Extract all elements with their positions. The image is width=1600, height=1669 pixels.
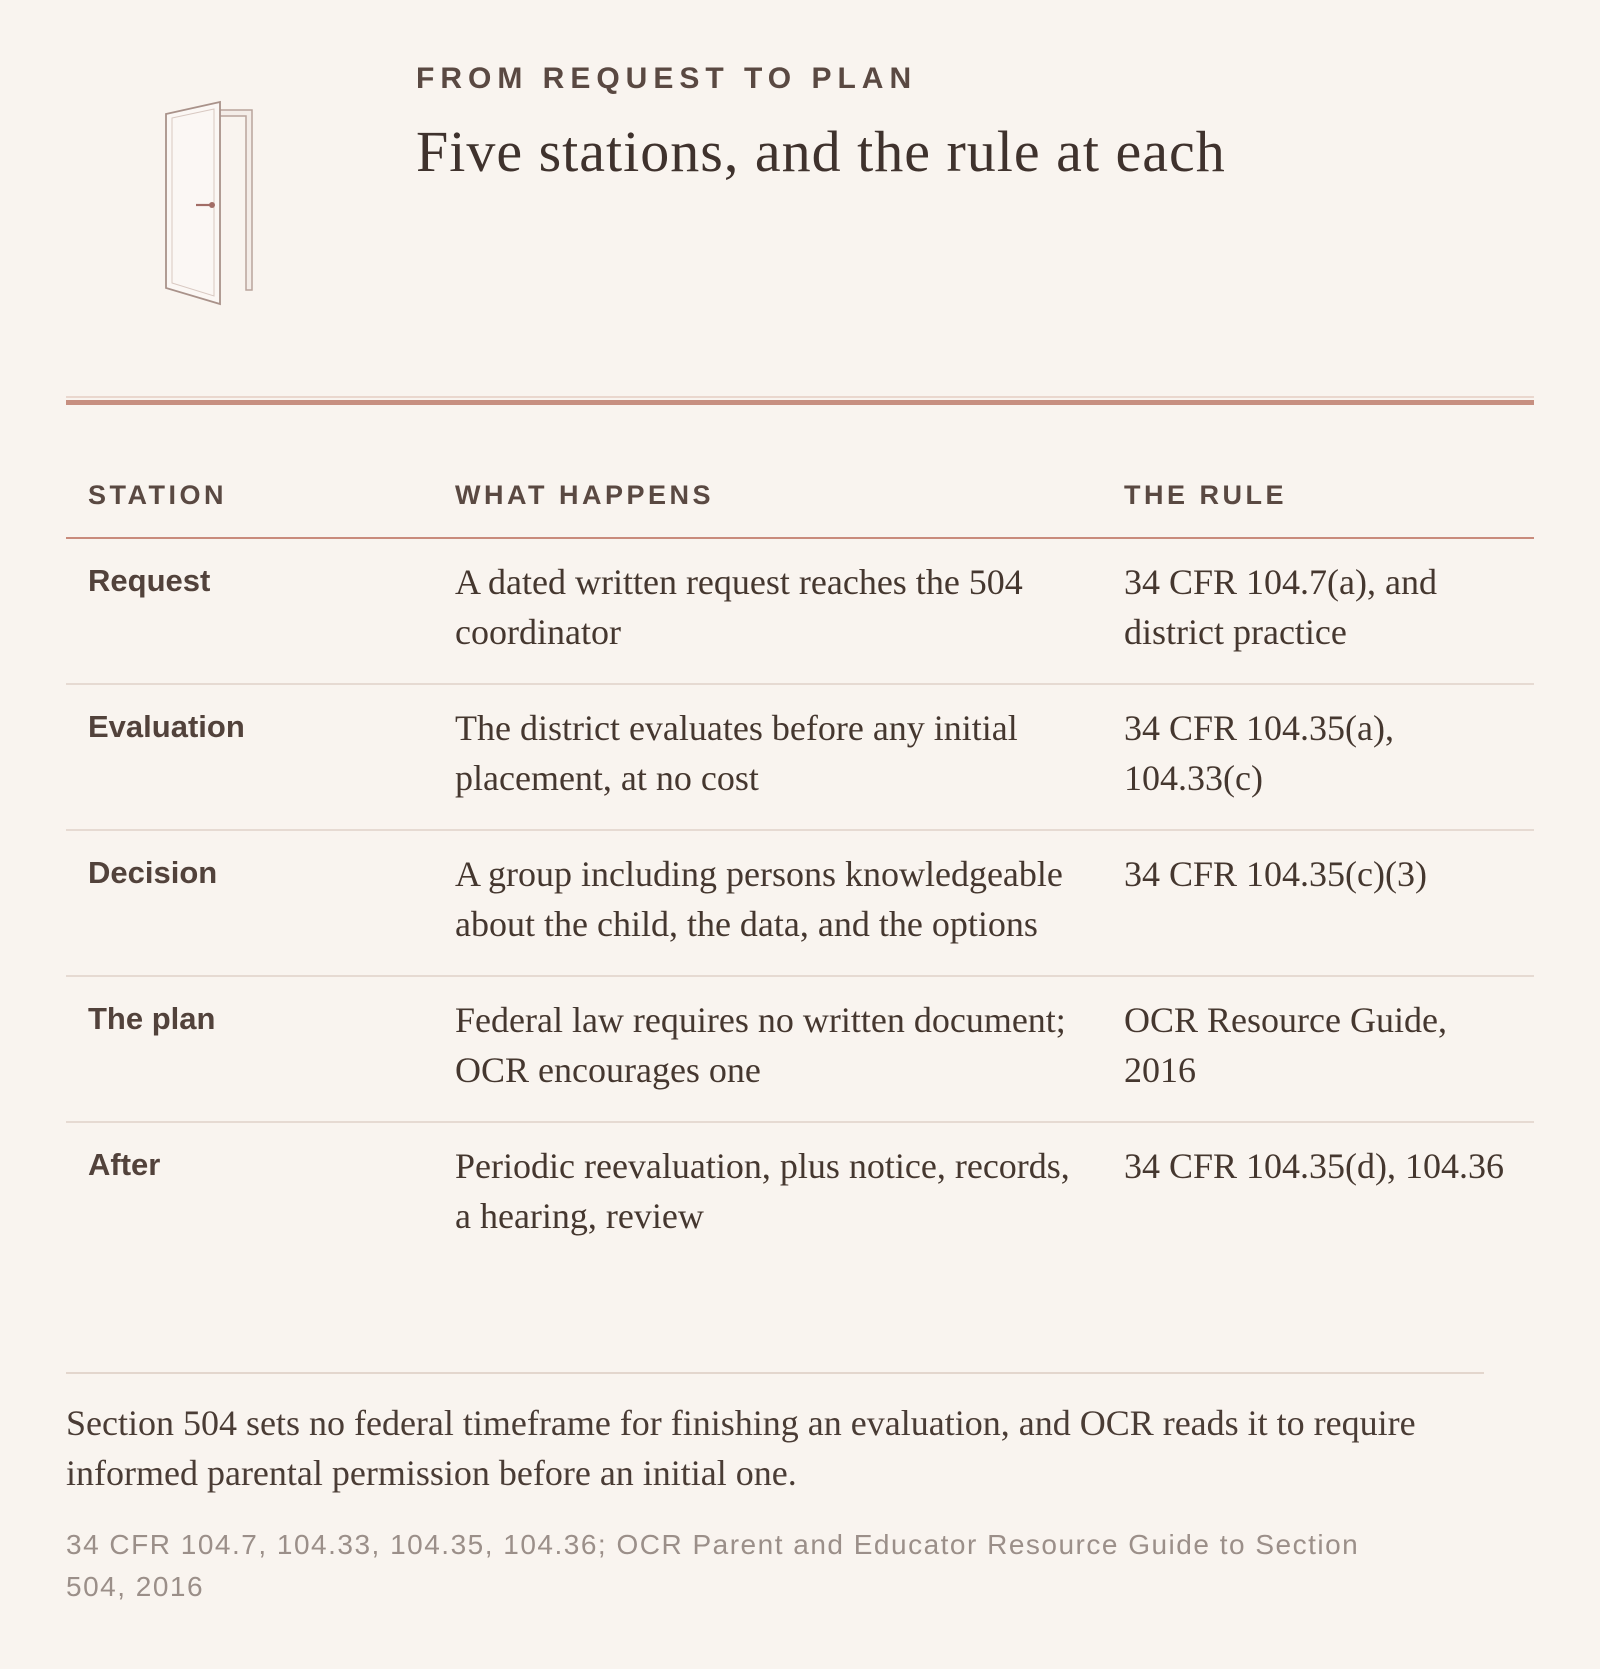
table-row — [66, 976, 1534, 1122]
station-cell: After — [88, 1147, 161, 1182]
table-header-row — [66, 450, 1534, 538]
top-divider — [66, 400, 1534, 405]
door-icon — [158, 100, 268, 310]
table-row — [66, 1122, 1534, 1291]
rule-cell: 34 CFR 104.35(d), 104.36 — [1124, 1146, 1505, 1186]
column-header-station: STATION — [66, 450, 433, 538]
what-happens-cell: A dated written request reaches the 504 coordinator — [433, 538, 1102, 684]
column-header-what-happens: WHAT HAPPENS — [433, 450, 1102, 538]
station-cell: Evaluation — [66, 684, 433, 830]
column-header-the-rule: THE RULE — [1102, 450, 1534, 538]
rule-cell: 34 CFR 104.7(a), and district practice — [1102, 538, 1534, 684]
station-cell: Decision — [66, 830, 433, 976]
footnote-text: Section 504 sets no federal timeframe for finishing an evaluation, and OCR reads it to require informed parental permission before an initial one. — [66, 1403, 1416, 1493]
station-cell: The plan — [66, 976, 433, 1122]
bottom-divider — [66, 1372, 1484, 1374]
page-title: Five stations, and the rule at each — [416, 119, 1226, 184]
station-cell: Request — [66, 538, 433, 684]
table-row — [66, 538, 1534, 684]
what-happens-cell: Periodic reevaluation, plus notice, records, a hearing, review — [455, 1146, 1070, 1236]
what-happens-cell: Federal law requires no written document; OCR encourages one — [433, 976, 1102, 1122]
what-happens-cell: A group including persons knowledgeable about the child, the data, and the options — [433, 830, 1102, 976]
section-eyebrow: FROM REQUEST TO PLAN — [416, 62, 918, 95]
table-row — [66, 830, 1534, 976]
what-happens-cell: The district evaluates before any initial placement, at no cost — [433, 684, 1102, 830]
rule-cell: 34 CFR 104.35(a), 104.33(c) — [1102, 684, 1534, 830]
source-citation: 34 CFR 104.7, 104.33, 104.35, 104.36; OCR Parent and Educator Resource Guide to Section 504, 2016 — [66, 1529, 1360, 1602]
rule-cell: OCR Resource Guide, 2016 — [1102, 976, 1534, 1122]
table-row — [66, 684, 1534, 830]
rule-cell: 34 CFR 104.35(c)(3) — [1102, 830, 1534, 976]
stations-table — [66, 450, 1534, 1291]
header — [0, 0, 1600, 340]
